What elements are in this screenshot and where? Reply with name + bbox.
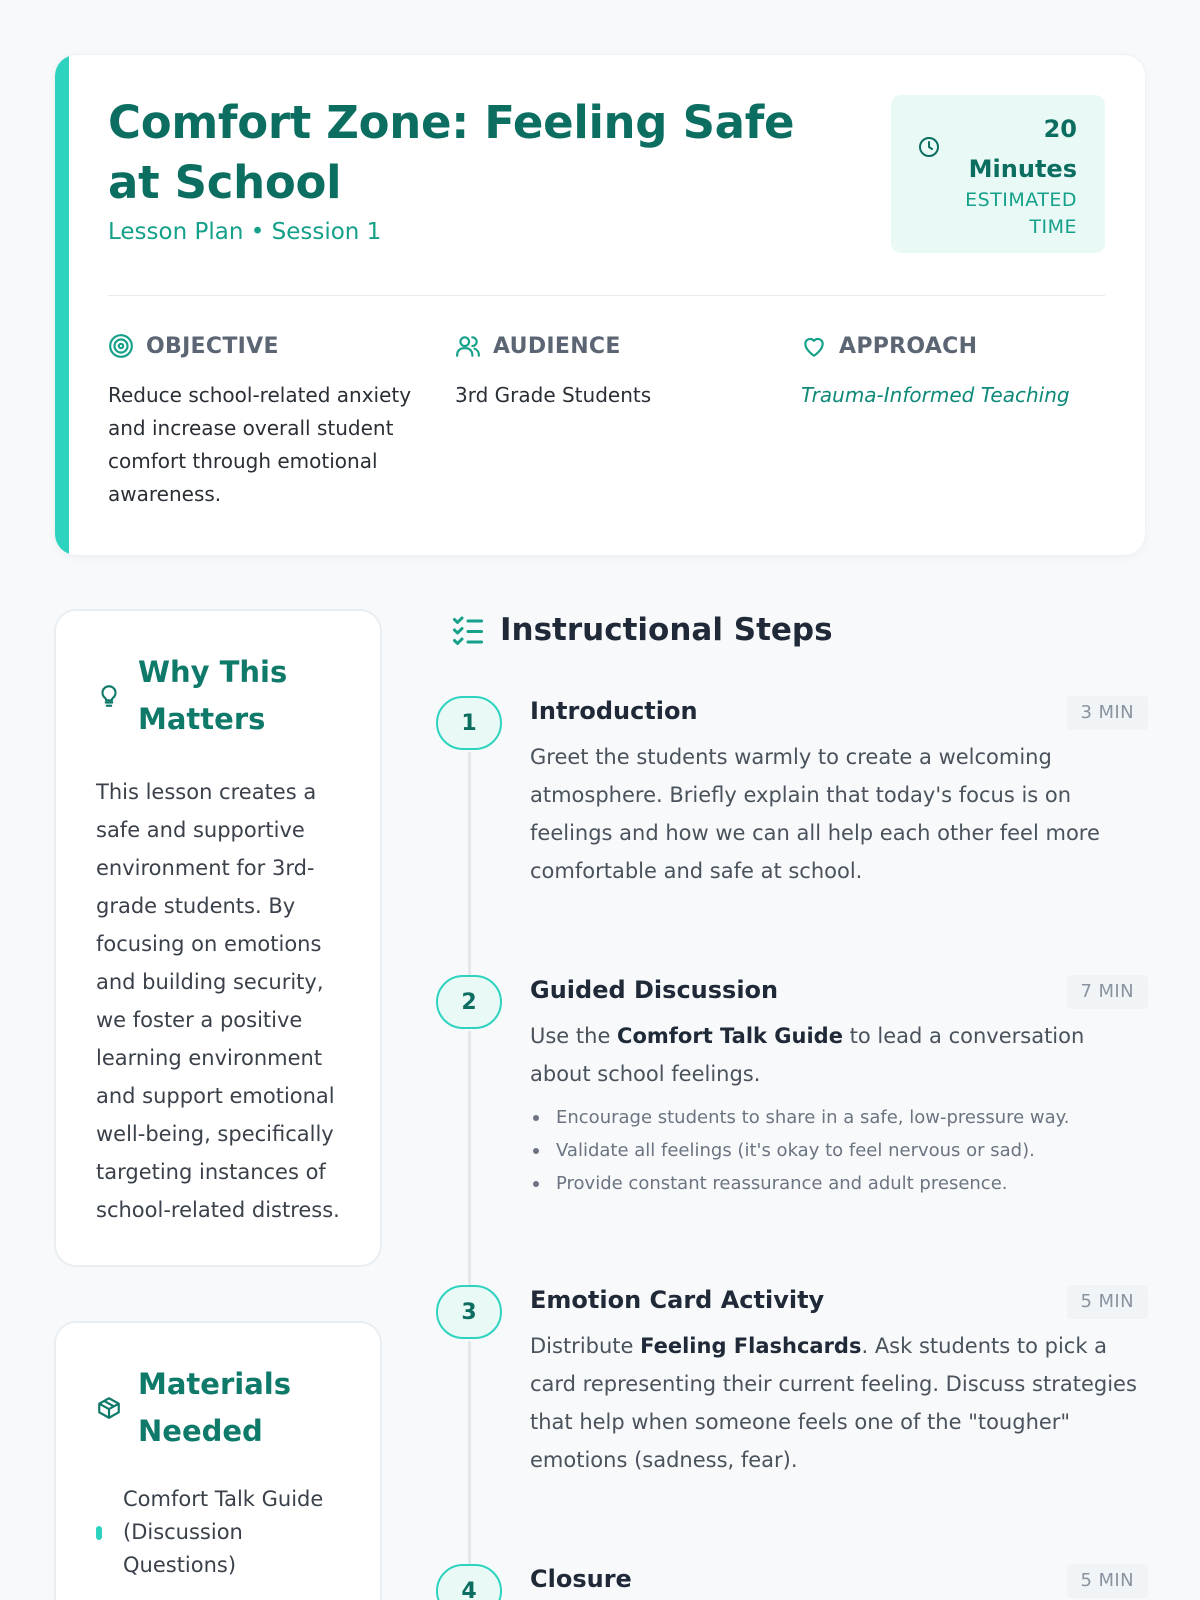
box-icon: [96, 1395, 122, 1421]
step-text-part: . Ask students to pick a card representing their current feeling. Discuss strategies that help when someone feels one of the "tougher" emotions (sadness, fear).: [530, 1334, 1137, 1472]
checklist-icon: [450, 612, 486, 648]
duration-badge: 3 MIN: [1067, 696, 1148, 730]
step-text-part: to lead a conversation about school feelings.: [530, 1024, 1085, 1086]
step-title: Introduction: [530, 697, 698, 725]
header-divider: [108, 295, 1105, 296]
materials-needed-card: [54, 1321, 382, 1600]
approach-label: APPROACH: [839, 333, 978, 359]
step-description: Greet the students warmly to create a welcoming atmosphere. Briefly explain that today's focus is on feelings and how we can all help each other feel more comfortable and safe at school.: [530, 745, 1100, 883]
lesson-header-card: [54, 54, 1146, 556]
step-number: 4: [436, 1564, 502, 1600]
duration-badge: 5 MIN: [1067, 1564, 1148, 1598]
why-title: Why This Matters: [138, 655, 288, 736]
resource-name: Feeling Flashcards: [640, 1334, 862, 1358]
timeline-connector: [468, 752, 471, 990]
step-description: [530, 1017, 1144, 1093]
list-item: Encourage students to share in a safe, low-pressure way.: [530, 1101, 1144, 1134]
step-title: Closure: [530, 1565, 632, 1593]
instructional-steps-heading: [450, 612, 833, 648]
lightbulb-icon: [96, 683, 122, 709]
list-item: [96, 1483, 356, 1582]
step-text-part: Distribute: [530, 1334, 641, 1358]
target-icon: [108, 333, 134, 359]
lesson-subtitle: Lesson Plan • Session 1: [108, 219, 382, 245]
list-item: Validate all feelings (it's okay to feel nervous or sad).: [530, 1134, 1144, 1167]
list-marker: [96, 1526, 102, 1540]
step-number: 2: [436, 975, 502, 1029]
lesson-title: Comfort Zone: Feeling Safe at School: [108, 96, 795, 209]
time-value: 20 Minutes: [968, 115, 1077, 183]
duration-badge: 5 MIN: [1067, 1285, 1148, 1319]
step-title: Guided Discussion: [530, 976, 779, 1004]
step-number: 3: [436, 1285, 502, 1339]
list-item: Provide constant reassurance and adult presence.: [530, 1167, 1144, 1200]
materials-title: Materials Needed: [138, 1367, 291, 1448]
audience-section: [455, 333, 755, 412]
objective-text: Reduce school-related anxiety and increase overall student comfort through emotional awareness.: [108, 383, 412, 506]
duration-badge: 7 MIN: [1067, 975, 1148, 1009]
approach-section: [801, 333, 1121, 412]
heart-icon: [801, 333, 827, 359]
why-this-matters-card: [54, 609, 382, 1267]
why-text: This lesson creates a safe and supportive environment for 3rd-grade students. By focusing on emotions and building security, we foster a positive learning environment and support emotional well-being, specifically targeting instances of school-related distress.: [96, 780, 340, 1222]
timeline-connector: [468, 1031, 471, 1299]
users-icon: [455, 333, 481, 359]
material-item-label: Comfort Talk Guide (Discussion Questions): [123, 1487, 324, 1577]
objective-label: OBJECTIVE: [146, 333, 279, 359]
step-number: 1: [436, 696, 502, 750]
header-accent-bar: [55, 55, 69, 555]
audience-label: AUDIENCE: [493, 333, 621, 359]
estimated-time-box: [891, 95, 1105, 253]
approach-text: Trauma-Informed Teaching: [801, 383, 1070, 407]
step-text-part: Use the: [530, 1024, 618, 1048]
audience-text: 3rd Grade Students: [455, 383, 652, 407]
discussion-bullets: [530, 1101, 1144, 1200]
time-label: ESTIMATED TIME: [965, 189, 1077, 238]
materials-list: [96, 1483, 356, 1582]
steps-title: Instructional Steps: [500, 612, 833, 648]
step-title: Emotion Card Activity: [530, 1286, 825, 1314]
resource-name: Comfort Talk Guide: [617, 1024, 843, 1048]
objective-section: [108, 333, 418, 511]
timeline-connector: [468, 1341, 471, 1577]
step-description: [530, 1327, 1144, 1479]
